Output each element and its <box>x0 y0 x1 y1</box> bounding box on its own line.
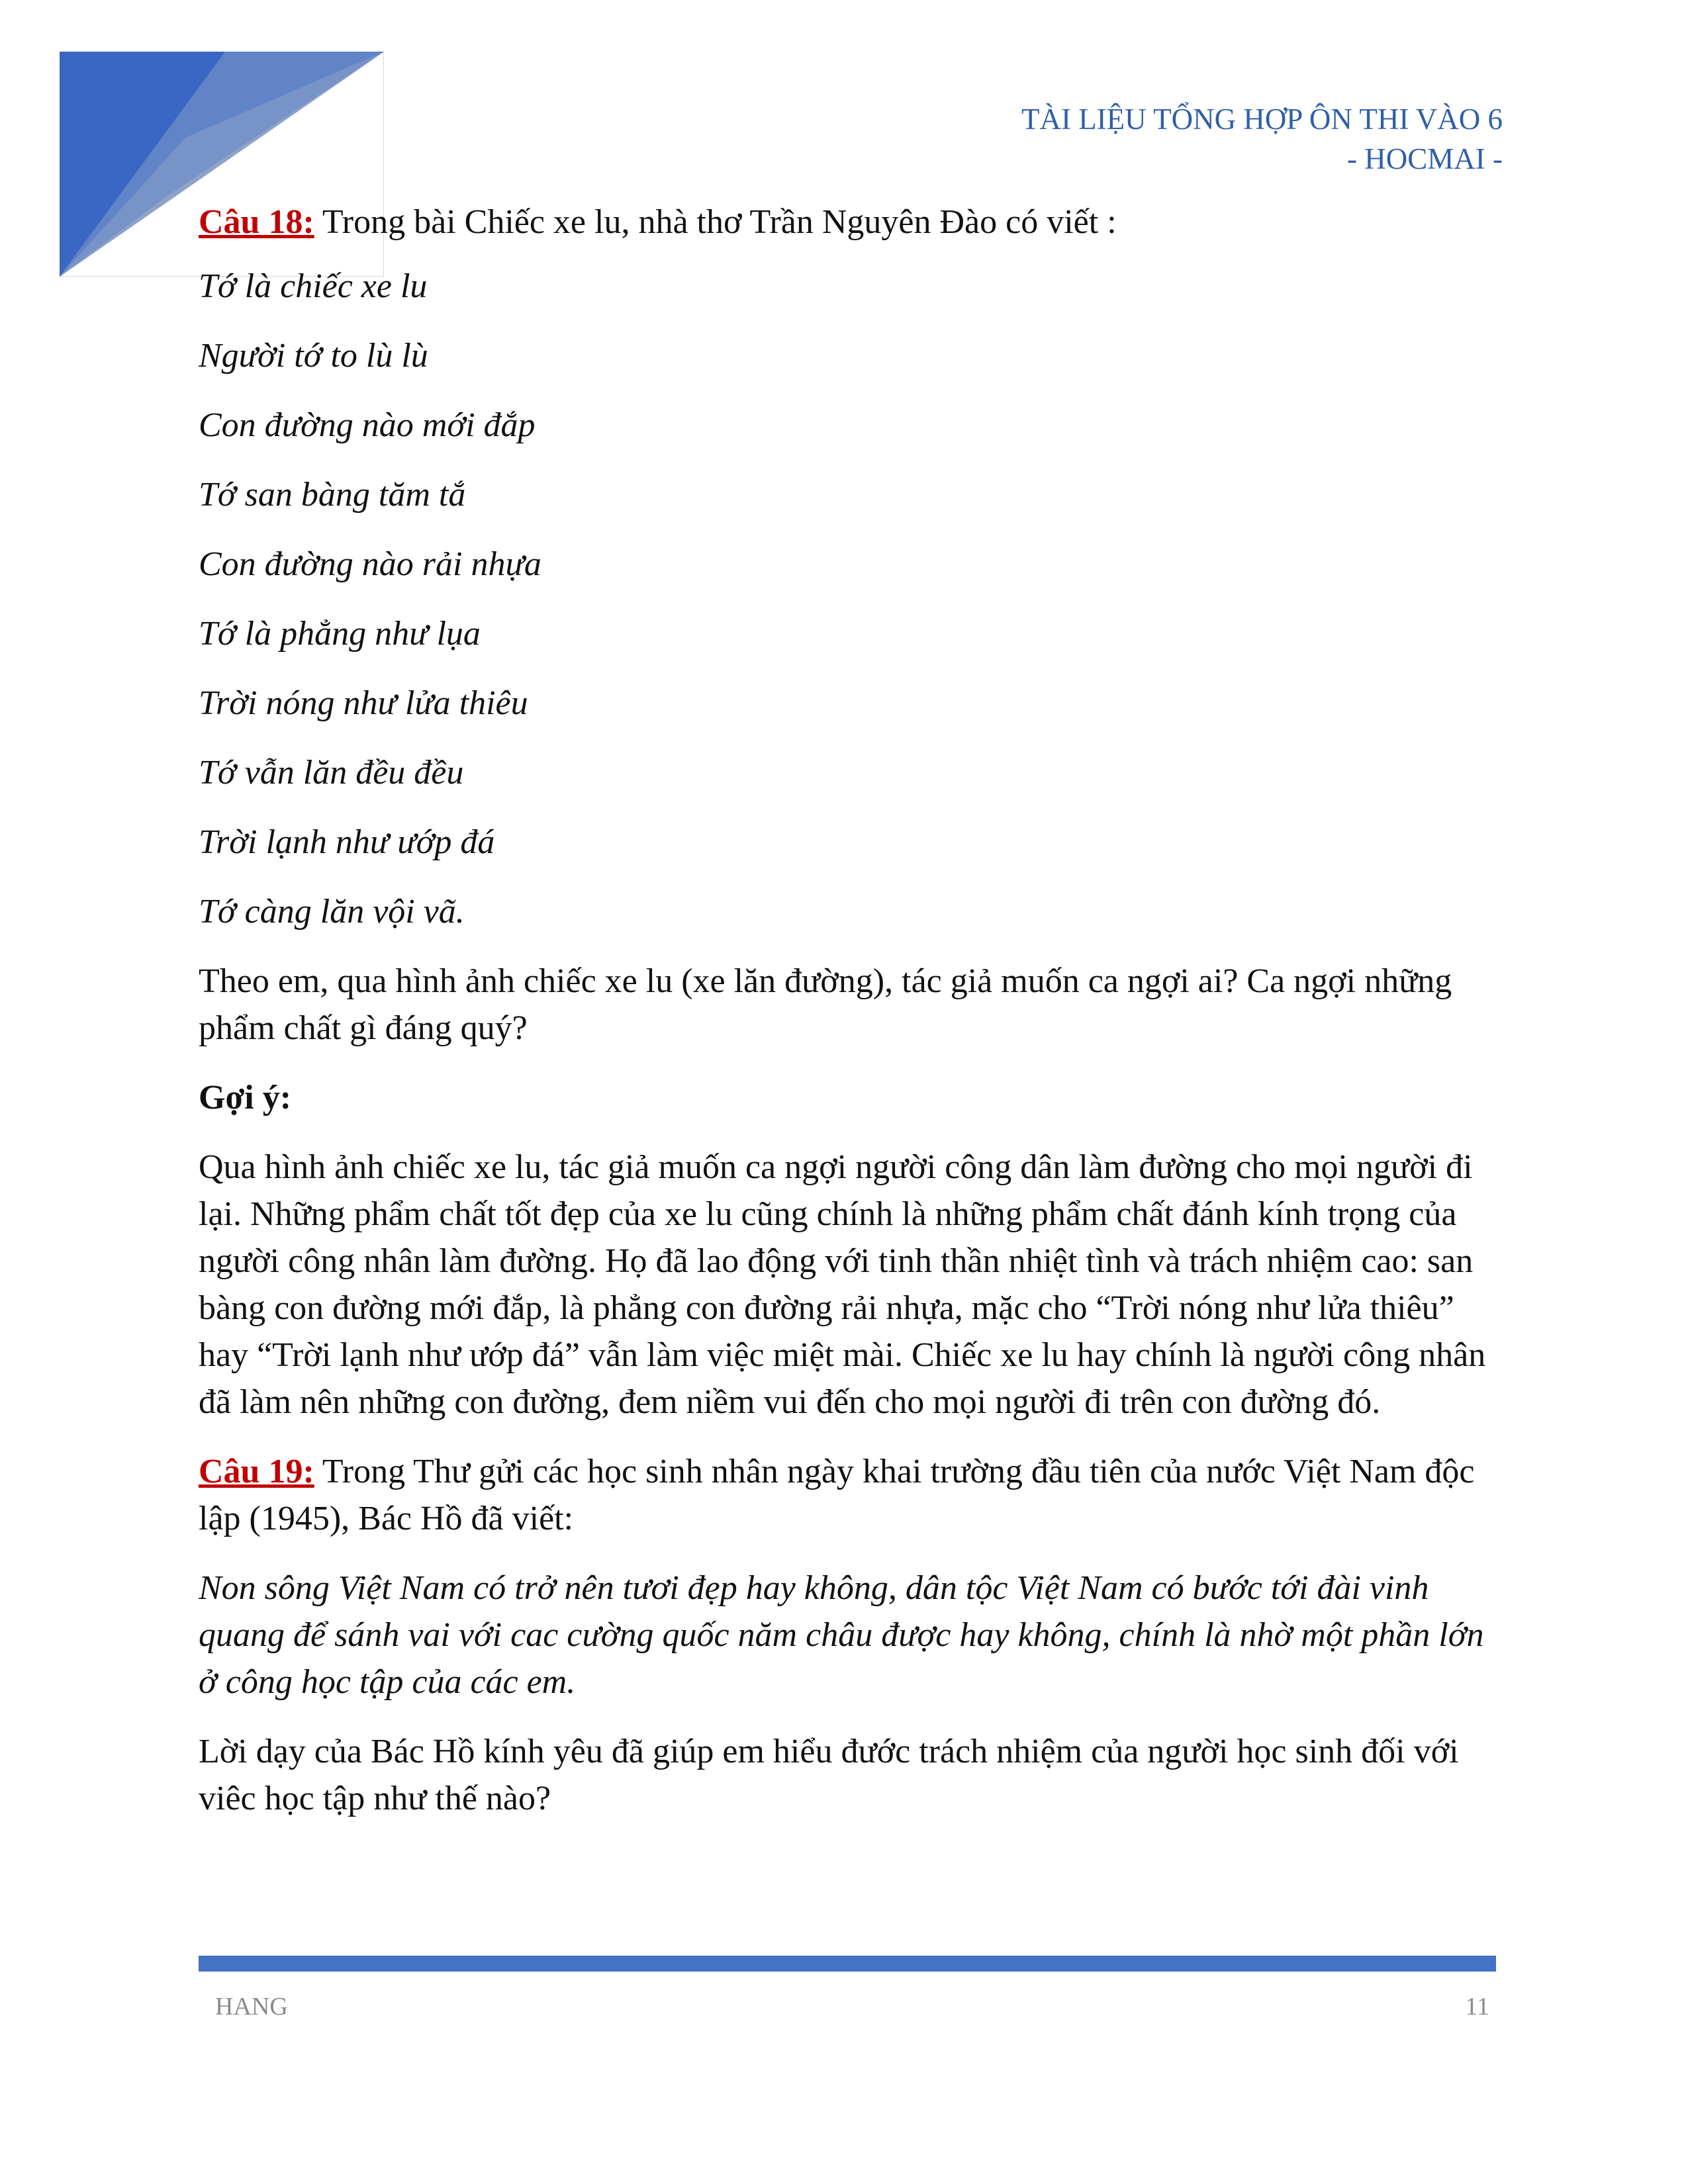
hint-label: Gợi ý: <box>199 1079 292 1116</box>
footer-divider <box>199 1956 1496 1972</box>
question-19-intro-text: Trong Thư gửi các học sinh nhân ngày khai trường đầu tiên của nước Việt Nam độc lập (1945), Bác Hồ đã viết: <box>199 1453 1475 1537</box>
question-19-intro <box>199 1448 1496 1542</box>
question-18-intro <box>199 199 1496 246</box>
question-19-label: Câu 19: <box>199 1453 314 1490</box>
poem-line: Tớ càng lăn vội vã. <box>199 893 465 931</box>
poem-line: Tớ là chiếc xe lu <box>199 267 428 305</box>
poem-line: Trời lạnh như ướp đá <box>199 823 495 861</box>
question-18-label: Câu 18: <box>199 203 314 241</box>
poem-line: Người tớ to lù lù <box>199 337 428 375</box>
poem-line: Trời nóng như lửa thiêu <box>199 684 528 722</box>
header-subtitle: - HOCMAI - <box>1347 142 1503 175</box>
poem-line: Con đường nào mới đắp <box>199 406 536 444</box>
page-content <box>199 199 1496 1822</box>
question-18-question: Theo em, qua hình ảnh chiếc xe lu (xe lăn đường), tác giả muốn ca ngợi ai? Ca ngợi những phẩm chất gì đáng quý? <box>199 962 1452 1047</box>
footer-author: HANG <box>215 1993 288 2021</box>
poem-line: Tớ vẫn lăn đều đều <box>199 754 464 792</box>
question-18-answer: Qua hình ảnh chiếc xe lu, tác giả muốn ca ngợi người công dân làm đường cho mọi người đi lại. Những phẩm chất tốt đẹp của xe lu cũng chính là những phẩm chất đánh kính trọng của người công nhân làm đường. Họ đã lao động với tinh thần nhiệt tình và trách nhiệm cao: san bàng con đường mới đắp, là phẳng con đường rải nhựa, mặc cho “Trời nóng như lửa thiêu” hay “Trời lạnh như ướp đá” vẫn làm việc miệt mài. Chiếc xe lu hay chính là người công nhân đã làm nên những con đường, đem niềm vui đến cho mọi người đi trên con đường đó. <box>199 1148 1486 1421</box>
question-19-quote: Non sông Việt Nam có trở nên tươi đẹp hay không, dân tộc Việt Nam có bước tới đài vinh quang để sánh vai với cac cường quốc năm châu được hay không, chính là nhờ một phần lớn ở công học tập của các em. <box>199 1569 1484 1701</box>
page-number: 11 <box>1465 1993 1489 2021</box>
header-title: TÀI LIỆU TỔNG HỢP ÔN THI VÀO 6 <box>1021 103 1503 136</box>
poem-line: Tớ là phẳng như lụa <box>199 615 481 653</box>
question-18-intro-text: Trong bài Chiếc xe lu, nhà thơ Trần Nguyên Đào có viết : <box>314 203 1117 241</box>
poem-line: Tớ san bàng tăm tắ <box>199 476 466 514</box>
document-header <box>1021 99 1503 179</box>
question-19-question: Lời dạy của Bác Hồ kính yêu đã giúp em hiểu đước trách nhiệm của người học sinh đối với viêc học tập như thế nào? <box>199 1733 1459 1817</box>
poem-line: Con đường nào rải nhựa <box>199 545 541 583</box>
poem <box>199 263 1496 935</box>
